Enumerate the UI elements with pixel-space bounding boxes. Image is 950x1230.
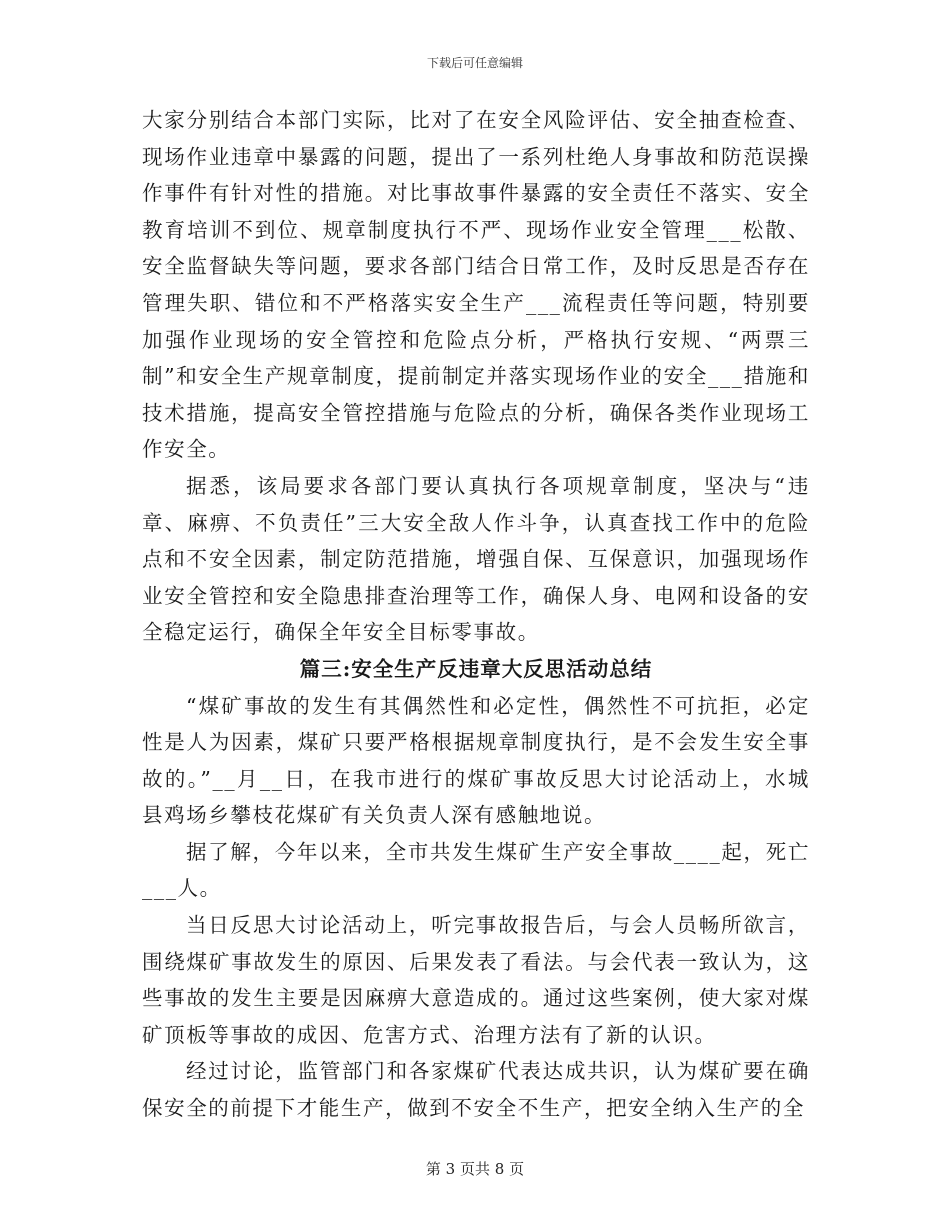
paragraph-2: 据悉，该局要求各部门要认真执行各项规章制度，坚决与“违章、麻痹、不负责任”三大安全敌人作斗争，认真查找工作中的危险点和不安全因素，制定防范措施，增强自保、互保意识，加强现场作业安全管控和安全隐患排查治理等工作，确保人身、电网和设备的安全稳定运行，确保全年安全目标零事故。 [142,473,810,645]
section-paragraph-1: “煤矿事故的发生有其偶然性和必定性，偶然性不可抗拒，必定性是人为因素，煤矿只要严格根据规章制度执行，是不会发生安全事故的。”__月__日，在我市进行的煤矿事故反思大讨论活动上，水城县鸡场乡攀枝花煤矿有关负责人深有感触地说。 [142,693,810,828]
section-title: 篇三:安全生产反违章大反思活动总结 [299,656,653,681]
section-paragraph-2: 据了解，今年以来，全市共发生煤矿生产安全事故____起，死亡___人。 [142,839,810,901]
section-paragraph-4: 经过讨论，监管部门和各家煤矿代表达成共识，认为煤矿要在确保安全的前提下才能生产，做到不安全不生产，把安全纳入生产的全 [142,1059,810,1121]
document-body [142,102,810,1127]
page-header: 下载后可任意编辑 [426,56,523,70]
section-paragraph-3: 当日反思大讨论活动上，听完事故报告后，与会人员畅所欲言，围绕煤矿事故发生的原因、后果发表了看法。与会代表一致认为，这些事故的发生主要是因麻痹大意造成的。通过这些案例，使大家对煤矿顶板等事故的成因、危害方式、治理方法有了新的认识。 [142,913,810,1047]
page-number: 第 3 页共 8 页 [425,1160,525,1178]
paragraph-1: 大家分别结合本部门实际，比对了在安全风险评估、安全抽查检查、现场作业违章中暴露的问题，提出了一系列杜绝人身事故和防范误操作事件有针对性的措施。对比事故事件暴露的安全责任不落实、安全教育培训不到位、规章制度执行不严、现场作业安全管理___松散、安全监督缺失等问题，要求各部门结合日常工作，及时反思是否存在管理失职、错位和不严格落实安全生产___流程责任等问题，特别要加强作业现场的安全管控和危险点分析，严格执行安规、“两票三制”和安全生产规章制度，提前制定并落实现场作业的安全___措施和技术措施，提高安全管控措施与危险点的分析，确保各类作业现场工作安全。 [142,108,810,462]
